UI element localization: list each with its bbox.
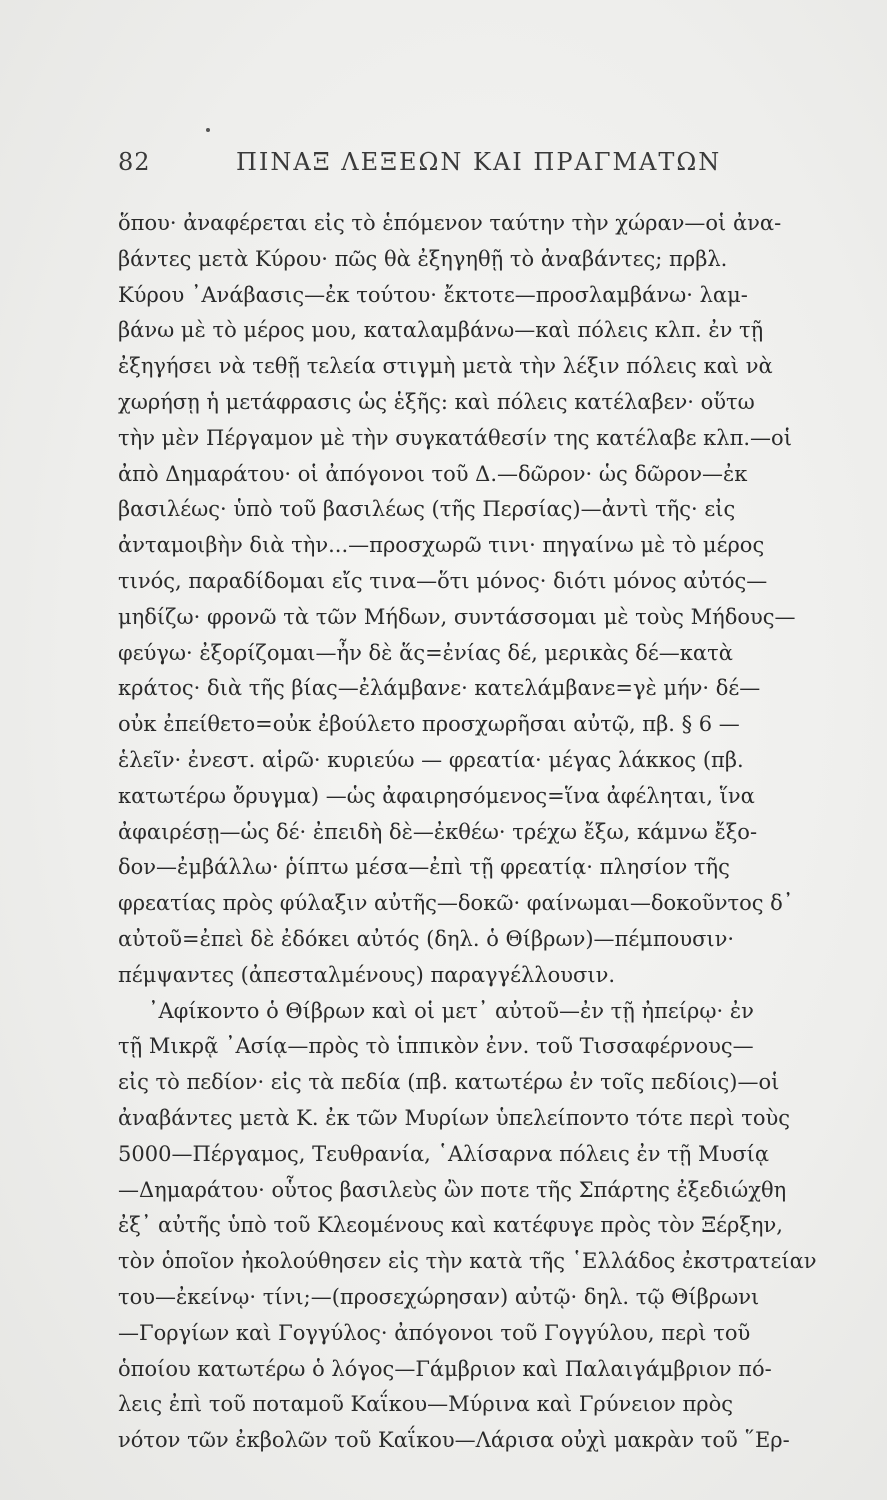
text-line: νότον τῶν ἐκβολῶν τοῦ Καΐκου—Λάρισα οὐχὶ μακρὰν τοῦ ῞Ερ- xyxy=(118,1428,790,1453)
text-line: ἑλεῖν· ἐνεστ. αἱρῶ· κυριεύω — φρεατία· μέγας λάκκος (πβ. xyxy=(118,747,744,772)
text-line: οὐκ ἐπείθετο=οὐκ ἐβούλετο προσχωρῆσαι αὐτῷ, πβ. § 6 — xyxy=(118,712,740,737)
text-line: λεις ἐπὶ τοῦ ποταμοῦ Καΐκου—Μύρινα καὶ Γρύνειον πρὸς xyxy=(118,1392,734,1417)
text-line: κράτος· διὰ τῆς βίας—ἐλάμβανε· κατελάμβανε=γὲ μήν· δέ— xyxy=(118,676,761,701)
text-line: ἐξ᾿ αὐτῆς ὑπὸ τοῦ Κλεομένους καὶ κατέφυγε πρὸς τὸν Ξέρξην, xyxy=(118,1213,783,1238)
page-number: 82 xyxy=(118,148,151,176)
text-line: Κύρου ᾿Ανάβασις—ἐκ τούτου· ἔκτοτε—προσλαμβάνω· λαμ- xyxy=(118,282,748,307)
text-line: του—ἐκείνῳ· τίνι;—(προσεχώρησαν) αὐτῷ· δηλ. τῷ Θίβρωνι xyxy=(118,1284,760,1309)
text-line: φεύγω· ἐξορίζομαι—ἦν δὲ ἅς=ἐνίας δέ, μερικὰς δέ—κατὰ xyxy=(118,640,733,665)
text-line: τινός, παραδίδομαι εἴς τινα—ὅτι μόνος· διότι μόνος αὐτός— xyxy=(118,568,768,593)
paragraph-first-line: ᾿Αφίκοντο ὁ Θίβρων καὶ οἱ μετ᾿ αὐτοῦ—ἐν τῇ ἠπείρῳ· ἐν xyxy=(148,998,754,1023)
text-line: ὅπου· ἀναφέρεται εἰς τὸ ἑπόμενον ταύτην τὴν χώραν—οἱ ἀνα- xyxy=(118,211,782,235)
ink-dot xyxy=(206,128,210,132)
text-line: βάνω μὲ τὸ μέρος μου, καταλαμβάνω—καὶ πόλεις κλπ. ἐν τῇ xyxy=(118,318,764,343)
page-header xyxy=(118,148,848,188)
text-line: ἀπὸ Δημαράτου· οἱ ἀπόγονοι τοῦ Δ.—δῶρον· ὡς δῶρον—ἐκ xyxy=(118,461,748,486)
text-line: κατωτέρω ὄρυγμα) —ὡς ἀφαιρησόμενος=ἵνα ἀφέληται, ἵνα xyxy=(118,783,755,808)
text-line: εἰς τὸ πεδίον· εἰς τὰ πεδία (πβ. κατωτέρω ἐν τοῖς πεδίοις)—οἱ xyxy=(118,1070,780,1095)
text-line: ἀνταμοιβὴν διὰ τὴν...—προσχωρῶ τινι· πηγαίνω μὲ τὸ μέρος xyxy=(118,533,765,558)
text-line: —Δημαράτου· οὗτος βασιλεὺς ὢν ποτε τῆς Σπάρτης ἐξεδιώχθη xyxy=(118,1177,787,1202)
text-line: βάντες μετὰ Κύρου· πῶς θὰ ἐξηγηθῇ τὸ ἀναβάντες; πρβλ. xyxy=(118,246,728,271)
text-line: ὁποίου κατωτέρω ὁ λόγος—Γάμβριον καὶ Παλαιγάμβριον πό- xyxy=(118,1356,772,1381)
text-line: τῇ Μικρᾷ ᾿Ασίᾳ—πρὸς τὸ ἱππικὸν ἐνν. τοῦ Τισσαφέρνους— xyxy=(118,1034,754,1059)
running-title: ΠΙΝΑΞ ΛΕΞΕΩΝ ΚΑΙ ΠΡΑΓΜΑΤΩΝ xyxy=(236,148,722,176)
text-line: χωρήσῃ ἡ μετάφρασις ὡς ἑξῆς: καὶ πόλεις κατέλαβεν· οὕτω xyxy=(118,389,755,414)
page-body xyxy=(118,206,850,1459)
text-line: ἐξηγήσει νὰ τεθῇ τελεία στιγμὴ μετὰ τὴν λέξιν πόλεις καὶ νὰ xyxy=(118,354,773,379)
text-line: πέμψαντες (ἀπεσταλμένους) παραγγέλλουσιν. xyxy=(118,962,616,987)
text-line: τὸν ὁποῖον ἠκολούθησεν εἰς τὴν κατὰ τῆς ῾Ελλάδος ἐκστρατείαν xyxy=(118,1249,817,1274)
text-line: 5000—Πέργαμος, Τευθρανία, ῾Αλίσαρνα πόλεις ἐν τῇ Μυσίᾳ xyxy=(118,1141,770,1166)
text-line: ἀναβάντες μετὰ Κ. ἐκ τῶν Μυρίων ὑπελείποντο τότε περὶ τοὺς xyxy=(118,1105,791,1130)
text-line: ἀφαιρέσῃ—ὡς δέ· ἐπειδὴ δὲ—ἐκθέω· τρέχω ἔξω, κάμνω ἔξο- xyxy=(118,819,758,844)
text-line: μηδίζω· φρονῶ τὰ τῶν Μήδων, συντάσσομαι μὲ τοὺς Μήδους— xyxy=(118,604,796,629)
text-line: τὴν μὲν Πέργαμον μὲ τὴν συγκατάθεσίν της κατέλαβε κλπ.—οἱ xyxy=(118,425,792,450)
text-line: —Γοργίων καὶ Γογγύλος· ἀπόγονοι τοῦ Γογγύλου, περὶ τοῦ xyxy=(118,1320,751,1345)
text-line: φρεατίας πρὸς φύλαξιν αὐτῆς—δοκῶ· φαίνωμαι—δοκοῦντος δ᾿ xyxy=(118,891,794,916)
text-line: βασιλέως· ὑπὸ τοῦ βασιλέως (τῆς Περσίας)—ἀντὶ τῆς· εἰς xyxy=(118,497,736,522)
text-line: δον—ἐμβάλλω· ῥίπτω μέσα—ἐπὶ τῇ φρεατίᾳ· πλησίον τῆς xyxy=(118,855,730,880)
text-line: αὐτοῦ=ἐπεὶ δὲ ἐδόκει αὐτός (δηλ. ὁ Θίβρων)—πέμπουσιν· xyxy=(118,926,735,951)
